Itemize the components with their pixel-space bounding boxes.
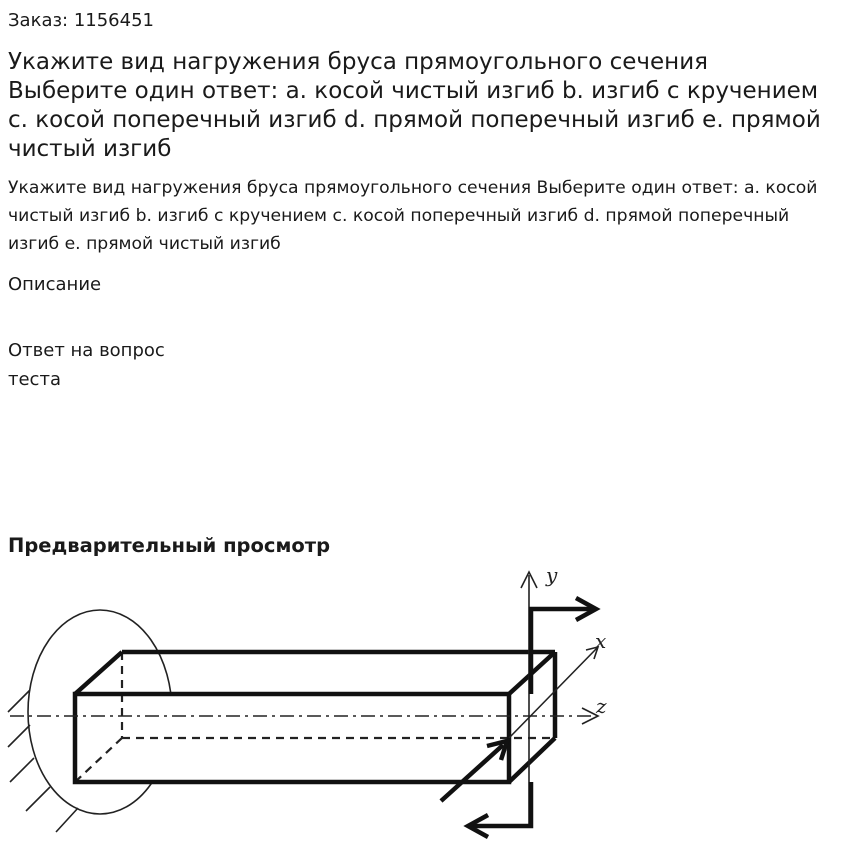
axis-x-label: x (595, 629, 607, 653)
question-description: Укажите вид нагружения бруса прямоугольного сечения Выберите один ответ: a. косой чистый изгиб b. изгиб с кручением c. косой поперечный изгиб d. прямой поперечный изгиб e. прямой чистый изгиб (8, 178, 818, 254)
beam-edge (75, 652, 122, 694)
order-number: Заказ: 1156451 (8, 10, 154, 31)
axis-z-label: z (596, 694, 607, 718)
beam-diagram (0, 562, 640, 847)
hatch-line (8, 725, 30, 747)
hatch-line (8, 690, 30, 712)
preview-heading: Предварительный просмотр (8, 534, 331, 557)
beam-edge (509, 738, 555, 782)
hatch-line (10, 758, 34, 782)
hatch-line (26, 787, 50, 811)
question-title: Укажите вид нагружения бруса прямоугольного сечения Выберите один ответ: a. косой чистый изгиб b. изгиб с кручением c. косой поперечный изгиб d. прямой поперечный изгиб e. прямой чистый изгиб (8, 49, 821, 162)
hatch-line (56, 808, 78, 832)
answer-section-label: Ответ на вопрос теста (8, 340, 165, 390)
description-section-label: Описание (8, 274, 102, 295)
axis-y-label: y (546, 563, 558, 587)
